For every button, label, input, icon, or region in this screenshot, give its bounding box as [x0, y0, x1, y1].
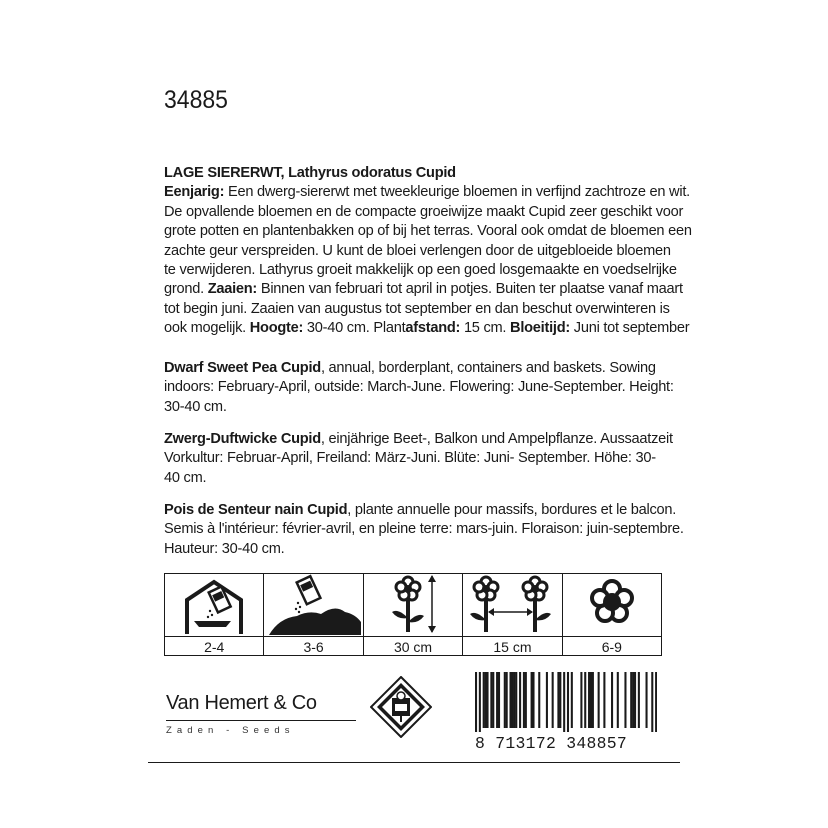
barcode-bar [483, 672, 485, 728]
french-text: Hauteur: 30-40 cm. [164, 540, 285, 557]
barcode-bar [485, 672, 487, 728]
dutch-text: tot begin juni. Zaaien van augustus tot september en dan beschut overwinteren is [164, 300, 670, 317]
dutch-bold-text: LAGE SIERERWT, Lathyrus odoratus Cupid [164, 165, 456, 181]
dutch-line [164, 300, 684, 319]
barcode-bar [592, 672, 594, 728]
english-bold-text: Dwarf Sweet Pea Cupid [164, 360, 321, 376]
barcode-bar [492, 672, 494, 728]
barcode-bar [546, 672, 548, 728]
barcode-bar [559, 672, 561, 728]
english-text: 30-40 cm. [164, 398, 227, 415]
german-text: 40 cm. [164, 469, 207, 486]
barcode-bar [655, 672, 657, 732]
dutch-bold-text: Hoogte: [249, 320, 304, 337]
outdoor-sowing-months: 3-6 [264, 636, 362, 657]
barcode-bar [486, 672, 488, 728]
french-line [164, 540, 684, 559]
german-line [164, 449, 684, 468]
barcode-bar [538, 672, 540, 728]
outdoor-sowing-cell [264, 574, 363, 655]
german-line [164, 469, 684, 488]
van-hemert-logo-icon [370, 676, 432, 743]
french-text: , plante annuelle pour massifs, bordures et le balcon. [347, 502, 677, 518]
barcode-bar [624, 672, 626, 728]
barcode-bar [513, 672, 515, 728]
barcode-bar [523, 672, 525, 728]
dutch-text: grond. [164, 281, 208, 298]
barcode-bar [611, 672, 613, 728]
barcode-bar [634, 672, 636, 728]
dutch-line [164, 203, 684, 222]
barcode-bar [511, 672, 513, 728]
dutch-bold-text: Zaaien: [207, 281, 258, 298]
plant-spacing-cell [463, 574, 562, 655]
french-description [164, 501, 684, 559]
dutch-line [164, 242, 684, 261]
dutch-line [164, 164, 684, 183]
dutch-text: grote potten en plantenbakken op of bij het terras. Vooral ook omdat de bloemen een [164, 223, 692, 240]
barcode-bar [563, 672, 565, 732]
barcode-bar [531, 672, 533, 728]
barcode-bar [646, 672, 648, 728]
plant-spacing-value: 15 cm [463, 636, 561, 657]
brand-block [166, 692, 362, 736]
flowering-icon [563, 574, 661, 635]
barcode-bar [496, 672, 498, 728]
french-line [164, 520, 684, 539]
dutch-text: Binnen van februari tot april in potjes. Buiten ter plaatse vanaf maart [257, 281, 683, 298]
dutch-text: 30-40 cm. Plant [303, 320, 406, 337]
bottom-divider [148, 762, 680, 763]
flowering-months: 6-9 [563, 636, 661, 657]
article-number: 34885 [164, 86, 228, 114]
dutch-text: te verwijderen. Lathyrus groeit makkelijk op een goed losgemaakte en voedselrijke [164, 262, 677, 279]
dutch-bold-text: afstand: [405, 320, 461, 337]
french-line [164, 501, 684, 520]
barcode-digits: 8 713172 348857 [475, 734, 628, 753]
dutch-text: zachte geur verspreiden. U kunt de bloei verlengen door de uitgebloeide bloemen [164, 242, 671, 259]
barcode-bar [584, 672, 586, 728]
barcode-bar [590, 672, 592, 728]
dutch-line [164, 319, 690, 338]
plant-height-icon [364, 574, 462, 635]
barcode-bar [580, 672, 582, 728]
german-text: , einjährige Beet-, Balkon und Ampelpflanze. Aussaatzeit [320, 431, 673, 447]
plant-height-value: 30 cm [364, 636, 462, 657]
barcode-bar [498, 672, 500, 728]
dutch-text: 15 cm. [460, 320, 511, 337]
brand-name: Van Hemert & Co [166, 692, 317, 714]
barcode-bar [504, 672, 506, 728]
indoor-sowing-months: 2-4 [165, 636, 263, 657]
english-line [164, 359, 684, 378]
french-text: Semis à l'intérieur: février-avril, en pleine terre: mars-juin. Floraison: juin-septembre. [164, 521, 684, 538]
brand-divider [166, 720, 356, 721]
barcode-bar [490, 672, 492, 728]
indoor-sowing-icon [165, 574, 263, 635]
dutch-text: Een dwerg-siererwt met tweekleurige bloemen in verfijnd zachtroze en wit. [224, 184, 690, 201]
english-description [164, 359, 684, 417]
barcode-bar [567, 672, 569, 732]
barcode-bar [588, 672, 590, 728]
barcode-bar [525, 672, 527, 728]
dutch-description [164, 164, 692, 339]
growing-icons-strip [164, 573, 662, 656]
english-line [164, 378, 684, 397]
barcode-bar [532, 672, 534, 728]
german-text: Vorkultur: Februar-April, Freiland: März-Juni. Blüte: Juni- September. Höhe: 30- [164, 450, 656, 467]
barcode-bar [519, 672, 521, 728]
barcode-bar [475, 672, 477, 732]
dutch-text: ook mogelijk. [164, 320, 250, 337]
barcode-bar [603, 672, 605, 728]
dutch-bold-text: Bloeitijd: [510, 320, 570, 337]
indoor-sowing-cell [165, 574, 264, 655]
outdoor-sowing-icon [264, 574, 362, 635]
dutch-text: De opvallende bloemen en de compacte groeiwijze maakt Cupid zeer geschikt voor [164, 203, 684, 220]
barcode-bar [571, 672, 573, 728]
plant-spacing-icon [463, 574, 561, 635]
flowering-cell [563, 574, 661, 655]
german-description [164, 430, 684, 488]
barcode-bar [617, 672, 619, 728]
barcode-bar [479, 672, 481, 732]
barcode-bar [651, 672, 653, 732]
dutch-bold-text: Eenjarig: [164, 184, 225, 201]
dutch-line [164, 222, 692, 241]
barcode-bar [598, 672, 600, 728]
dutch-text: Juni tot september [569, 320, 690, 337]
dutch-line [164, 261, 684, 280]
plant-height-cell [364, 574, 463, 655]
barcode-bar [557, 672, 559, 728]
brand-tagline: Zaden - Seeds [166, 725, 295, 736]
english-text: , annual, borderplant, containers and baskets. Sowing [320, 360, 656, 376]
german-bold-text: Zwerg-Duftwicke Cupid [164, 431, 321, 447]
barcode-bar [552, 672, 554, 728]
barcode-bar [509, 672, 511, 728]
german-line [164, 430, 684, 449]
barcode-bar [638, 672, 640, 728]
barcode-bar [632, 672, 634, 728]
english-line [164, 398, 684, 417]
barcode-bar [506, 672, 508, 728]
french-bold-text: Pois de Senteur nain Cupid [164, 502, 348, 518]
barcode-bar [630, 672, 632, 728]
dutch-line [164, 280, 684, 299]
english-text: indoors: February-April, outside: March-June. Flowering: June-September. Height: [164, 379, 674, 396]
barcode-bar [515, 672, 517, 728]
dutch-line [164, 183, 690, 202]
barcode-icon [475, 672, 657, 732]
